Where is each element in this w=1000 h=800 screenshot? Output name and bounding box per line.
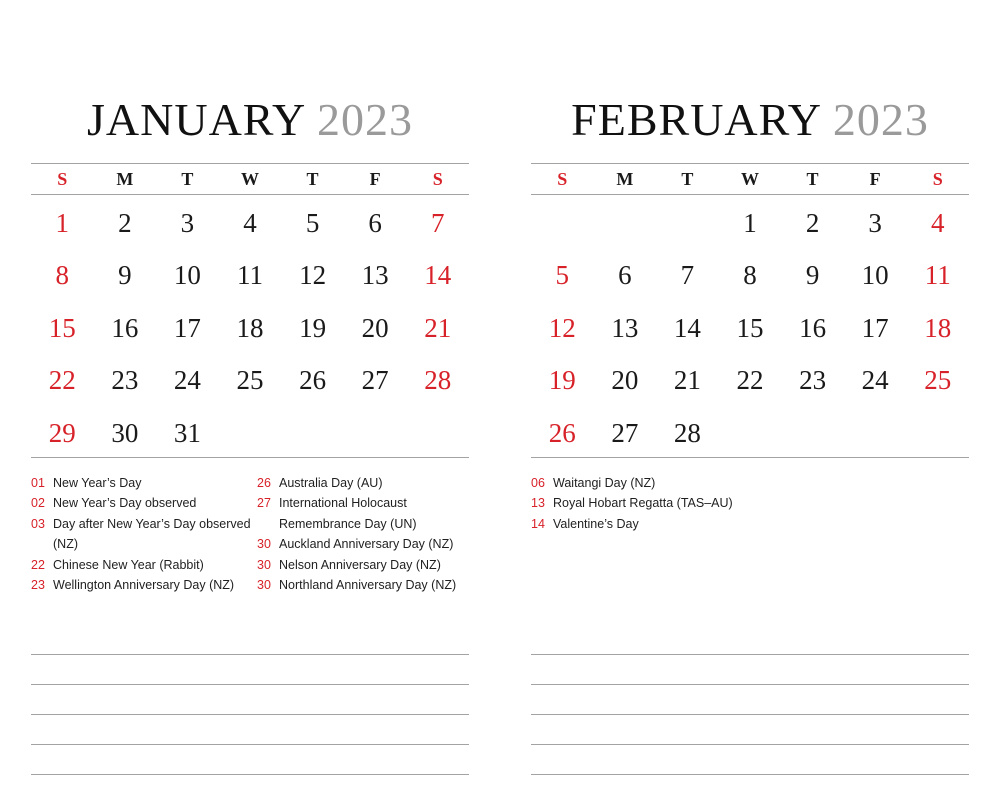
holiday-item — [31, 473, 257, 493]
day-cell: 28 — [424, 365, 452, 396]
holiday-date: 02 — [31, 496, 45, 511]
day-cell: 2 — [805, 208, 820, 238]
holiday-date: 27 — [257, 496, 271, 511]
weekday-label: T — [806, 169, 819, 189]
day-cell: 26 — [548, 417, 576, 448]
empty-day-cell — [844, 408, 907, 460]
day-cell: 22 — [736, 365, 764, 396]
holiday-date: 06 — [531, 476, 545, 490]
day-cell: 22 — [48, 365, 76, 396]
day-cell: 11 — [236, 260, 263, 291]
holiday-name: Nelson Anniversary Day (NZ) — [279, 557, 441, 572]
empty-day-cell — [406, 408, 469, 460]
month-january — [31, 0, 469, 800]
day-cell: 26 — [299, 365, 327, 396]
holiday-column — [257, 473, 469, 595]
day-cell: 20 — [361, 312, 389, 343]
holiday-date: 22 — [31, 557, 45, 572]
day-cell: 12 — [299, 260, 327, 291]
empty-day-cell — [906, 408, 969, 460]
holiday-list — [31, 473, 469, 595]
empty-day-cell — [781, 408, 844, 460]
holiday-item — [531, 493, 757, 513]
holiday-item — [257, 493, 469, 534]
day-cell: 17 — [173, 312, 201, 343]
holiday-item — [31, 555, 257, 575]
day-cell: 9 — [118, 260, 132, 291]
day-cell: 18 — [236, 312, 264, 343]
holiday-item — [257, 534, 469, 554]
day-cell: 7 — [680, 260, 695, 291]
note-line — [531, 744, 969, 745]
month-title — [31, 92, 469, 148]
rule-below-weekdays — [31, 194, 469, 195]
holiday-column — [757, 473, 969, 534]
holiday-date: 23 — [31, 578, 45, 593]
empty-day-cell — [531, 198, 594, 250]
note-line — [531, 684, 969, 685]
month-title — [531, 92, 969, 148]
weekday-label: T — [181, 169, 194, 189]
weekday-header — [31, 164, 469, 194]
day-cell: 7 — [430, 208, 445, 238]
day-cell: 1 — [55, 208, 70, 238]
note-line — [31, 684, 469, 685]
day-cell: 5 — [305, 208, 320, 238]
day-cell: 27 — [611, 417, 639, 448]
day-cell: 28 — [673, 417, 701, 448]
holiday-name: New Year’s Day observed — [53, 496, 197, 511]
day-cell: 6 — [368, 208, 382, 238]
month-name: FEBRUARY — [571, 94, 821, 145]
empty-day-cell — [719, 408, 782, 460]
holiday-name: Auckland Anniversary Day (NZ) — [279, 537, 454, 552]
day-cell: 21 — [424, 312, 452, 343]
holiday-name: Royal Hobart Regatta (TAS–AU) — [553, 496, 733, 511]
holiday-date: 30 — [257, 578, 271, 593]
empty-day-cell — [281, 408, 344, 460]
day-cell: 20 — [611, 365, 639, 396]
month-february — [531, 0, 969, 800]
date-grid — [531, 198, 969, 460]
day-cell: 14 — [673, 312, 701, 343]
holiday-date: 30 — [257, 557, 271, 572]
day-cell: 21 — [673, 365, 701, 396]
holiday-column — [31, 473, 257, 595]
note-line — [531, 654, 969, 655]
day-cell: 5 — [555, 260, 570, 291]
holiday-item — [31, 575, 257, 595]
notes-area — [31, 654, 469, 784]
day-cell: 23 — [111, 365, 139, 396]
note-line — [31, 774, 469, 775]
weekday-label: F — [869, 169, 881, 189]
day-cell: 1 — [743, 208, 757, 238]
empty-day-cell — [344, 408, 407, 460]
day-cell: 9 — [805, 260, 820, 291]
date-grid — [31, 198, 469, 460]
weekday-label: W — [740, 169, 759, 189]
rule-below-grid — [31, 457, 469, 458]
empty-day-cell — [594, 198, 657, 250]
note-line — [531, 714, 969, 715]
day-cell: 10 — [861, 260, 889, 291]
day-cell: 3 — [180, 208, 195, 238]
day-cell: 6 — [618, 260, 632, 291]
holiday-item — [257, 575, 469, 595]
holiday-date: 14 — [531, 516, 545, 531]
day-cell: 19 — [548, 365, 576, 396]
rule-below-weekdays — [531, 194, 969, 195]
holiday-item — [531, 473, 757, 493]
weekday-label: S — [932, 169, 943, 189]
weekday-label: M — [116, 169, 134, 189]
month-name: JANUARY — [87, 94, 305, 145]
month-year: 2023 — [316, 94, 413, 145]
day-cell: 4 — [930, 208, 945, 238]
note-line — [531, 774, 969, 775]
day-cell: 15 — [736, 312, 764, 343]
holiday-column — [531, 473, 757, 534]
day-cell: 2 — [118, 208, 132, 238]
holiday-name: Day after New Year’s Day observed (NZ) — [53, 516, 251, 552]
day-cell: 31 — [173, 417, 201, 448]
note-line — [31, 714, 469, 715]
day-cell: 25 — [236, 365, 264, 396]
day-cell: 23 — [799, 365, 827, 396]
day-cell: 30 — [111, 417, 139, 448]
rule-below-grid — [531, 457, 969, 458]
day-cell: 18 — [924, 312, 952, 343]
holiday-item — [257, 555, 469, 575]
note-line — [31, 744, 469, 745]
day-cell: 17 — [861, 312, 889, 343]
day-cell: 13 — [361, 260, 389, 291]
day-cell: 16 — [111, 312, 139, 343]
weekday-label: F — [369, 169, 381, 189]
day-cell: 13 — [611, 312, 639, 343]
empty-day-cell — [219, 408, 282, 460]
weekday-label: S — [432, 169, 443, 189]
note-line — [31, 654, 469, 655]
empty-day-cell — [656, 198, 719, 250]
holiday-name: New Year’s Day — [53, 476, 142, 490]
day-cell: 12 — [548, 312, 576, 343]
holiday-item — [31, 514, 257, 555]
day-cell: 19 — [299, 312, 327, 343]
weekday-label: T — [681, 169, 694, 189]
holiday-name: Australia Day (AU) — [279, 476, 383, 490]
holiday-name: Valentine’s Day — [553, 516, 639, 531]
day-cell: 11 — [924, 260, 951, 291]
day-cell: 24 — [173, 365, 201, 396]
holiday-date: 26 — [257, 476, 271, 490]
holiday-date: 03 — [31, 516, 45, 531]
holiday-item — [531, 514, 757, 534]
holiday-list — [531, 473, 969, 534]
holiday-name: Chinese New Year (Rabbit) — [53, 557, 204, 572]
weekday-label: T — [306, 169, 319, 189]
holiday-item — [257, 473, 469, 493]
weekday-label: S — [57, 169, 68, 189]
holiday-item — [31, 493, 257, 513]
month-year: 2023 — [832, 94, 929, 145]
holiday-date: 30 — [257, 537, 271, 552]
day-cell: 24 — [861, 365, 889, 396]
day-cell: 29 — [48, 417, 76, 448]
holiday-date: 01 — [31, 476, 45, 490]
holiday-name: International Holocaust Remembrance Day (UN) — [279, 496, 417, 531]
day-cell: 14 — [424, 260, 452, 291]
day-cell: 15 — [48, 312, 76, 343]
holiday-name: Waitangi Day (NZ) — [553, 476, 656, 490]
day-cell: 10 — [173, 260, 201, 291]
notes-area — [531, 654, 969, 784]
holiday-date: 13 — [531, 496, 545, 511]
day-cell: 25 — [924, 365, 952, 396]
holiday-name: Northland Anniversary Day (NZ) — [279, 578, 457, 593]
weekday-label: W — [240, 169, 259, 189]
day-cell: 8 — [55, 260, 70, 291]
day-cell: 8 — [743, 260, 757, 291]
weekday-label: M — [616, 169, 634, 189]
day-cell: 4 — [243, 208, 257, 238]
day-cell: 27 — [361, 365, 389, 396]
day-cell: 3 — [868, 208, 882, 238]
weekday-label: S — [557, 169, 568, 189]
weekday-header — [531, 164, 969, 194]
day-cell: 16 — [799, 312, 827, 343]
holiday-name: Wellington Anniversary Day (NZ) — [53, 578, 235, 593]
